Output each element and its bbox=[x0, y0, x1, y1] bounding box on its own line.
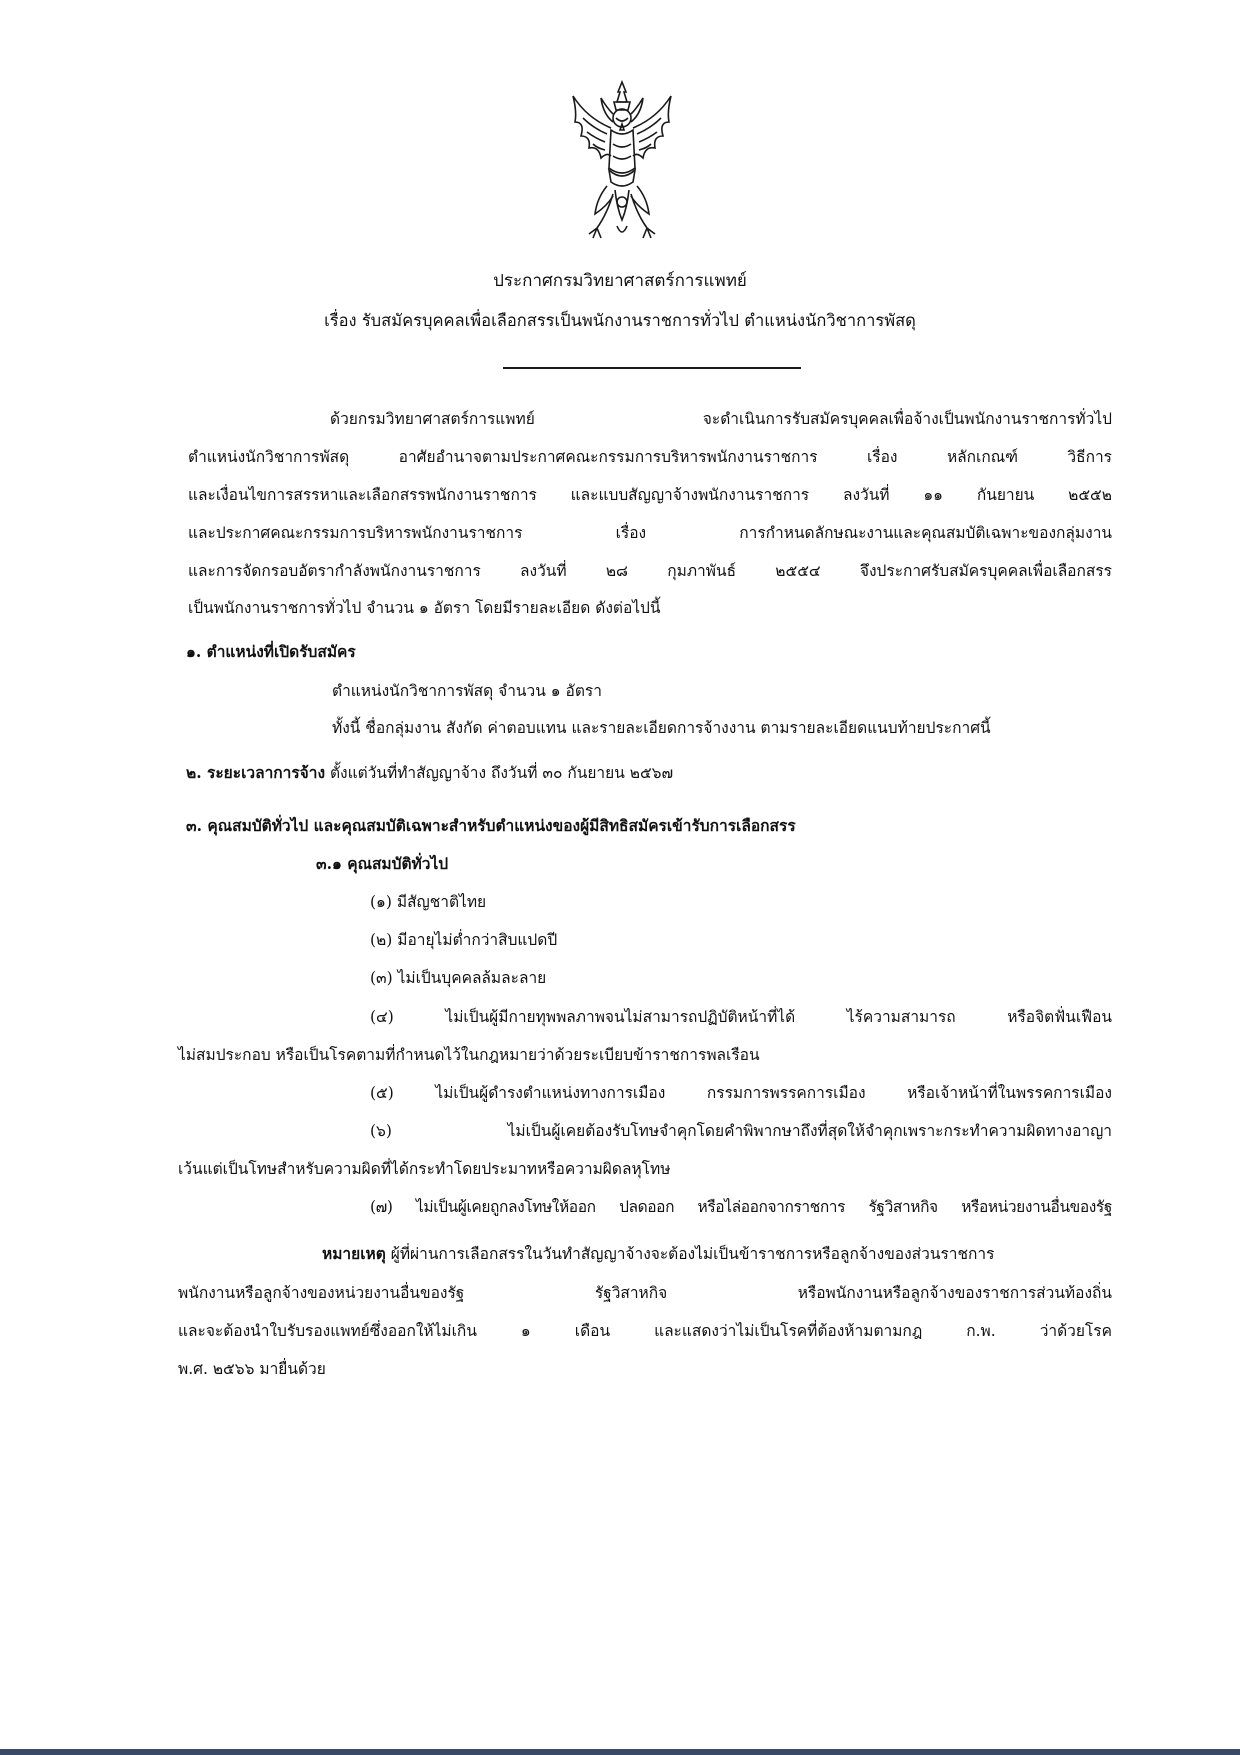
note-line-4: พ.ศ. ๒๕๖๖ มายื่นด้วย bbox=[178, 1360, 326, 1378]
intro-line-5: และการจัดกรอบอัตรากำลังพนักงานราชการ ลงวันที่ ๒๘ กุมภาพันธ์ ๒๕๕๔ จึงประกาศรับสมัครบุคคลเพื่อเลือกสรร bbox=[188, 562, 1112, 580]
section-2-text: ตั้งแต่วันที่ทำสัญญาจ้าง ถึงวันที่ ๓๐ กันยายน ๒๕๖๗ bbox=[329, 764, 674, 782]
qualification-item-4-line-1: (๔) ไม่เป็นผู้มีกายทุพพลภาพจนไม่สามารถปฏิบัติหน้าที่ได้ ไร้ความสามารถ หรือจิตฟั่นเฟือน bbox=[370, 1008, 1112, 1026]
intro-line-4: และประกาศคณะกรรมการบริหารพนักงานราชการ เรื่อง การกำหนดลักษณะงานและคุณสมบัติเฉพาะของกลุ่มงาน bbox=[188, 524, 1112, 542]
garuda-emblem-icon bbox=[567, 78, 677, 246]
qualification-item-7: (๗) ไม่เป็นผู้เคยถูกลงโทษให้ออก ปลดออก หรือไล่ออกจากราชการ รัฐวิสาหกิจ หรือหน่วยงานอื่นของรัฐ bbox=[370, 1198, 1112, 1216]
note-line-1-text: ผู้ที่ผ่านการเลือกสรรในวันทำสัญญาจ้างจะต้องไม่เป็นข้าราชการหรือลูกจ้างของส่วนราชการ bbox=[390, 1245, 995, 1263]
qualification-item-4-line-2: ไม่สมประกอบ หรือเป็นโรคตามที่กำหนดไว้ในกฎหมายว่าด้วยระเบียบข้าราชการพลเรือน bbox=[178, 1046, 760, 1064]
section-1-line-1: ตำแหน่งนักวิชาการพัสดุ จำนวน ๑ อัตรา bbox=[332, 682, 602, 700]
qualification-item-5: (๕) ไม่เป็นผู้ดำรงตำแหน่งทางการเมือง กรรมการพรรคการเมือง หรือเจ้าหน้าที่ในพรรคการเมือง bbox=[370, 1084, 1112, 1102]
intro-line-3: และเงื่อนไขการสรรหาและเลือกสรรพนักงานราชการ และแบบสัญญาจ้างพนักงานราชการ ลงวันที่ ๑๑ กันยายน ๒๕๕๒ bbox=[188, 486, 1112, 504]
note-label: หมายเหตุ bbox=[322, 1244, 386, 1263]
section-3-1-heading: ๓.๑ คุณสมบัติทั่วไป bbox=[316, 854, 449, 873]
header-divider bbox=[503, 367, 801, 369]
note-line-2: พนักงานหรือลูกจ้างของหน่วยงานอื่นของรัฐ รัฐวิสาหกิจ หรือพนักงานหรือลูกจ้างของราชการส่วนท้องถิ่น bbox=[178, 1284, 1112, 1302]
section-2 bbox=[186, 762, 673, 784]
announcement-subject: เรื่อง รับสมัครบุคคลเพื่อเลือกสรรเป็นพนักงานราชการทั่วไป ตำแหน่งนักวิชาการพัสดุ bbox=[324, 311, 916, 330]
section-2-heading: ๒. ระยะเวลาการจ้าง bbox=[186, 763, 326, 782]
intro-line-6: เป็นพนักงานราชการทั่วไป จำนวน ๑ อัตรา โดยมีรายละเอียด ดังต่อไปนี้ bbox=[188, 599, 661, 617]
note-line-1 bbox=[322, 1243, 1112, 1265]
qualification-item-2: (๒) มีอายุไม่ต่ำกว่าสิบแปดปี bbox=[370, 931, 558, 949]
qualification-item-6-line-2: เว้นแต่เป็นโทษสำหรับความผิดที่ได้กระทำโดยประมาทหรือความผิดลหุโทษ bbox=[178, 1160, 671, 1178]
note-line-3: และจะต้องนำใบรับรองแพทย์ซึ่งออกให้ไม่เกิน ๑ เดือน และแสดงว่าไม่เป็นโรคที่ต้องห้ามตามกฎ ก.พ. ว่าด้วยโรค bbox=[178, 1322, 1112, 1340]
section-3-heading: ๓. คุณสมบัติทั่วไป และคุณสมบัติเฉพาะสำหรับตำแหน่งของผู้มีสิทธิสมัครเข้ารับการเลือกสรร bbox=[186, 816, 796, 835]
announcement-title: ประกาศกรมวิทยาศาสตร์การแพทย์ bbox=[493, 271, 747, 291]
qualification-item-6-line-1: (๖) ไม่เป็นผู้เคยต้องรับโทษจำคุกโดยคำพิพากษาถึงที่สุดให้จำคุกเพราะกระทำความผิดทางอาญา bbox=[370, 1122, 1112, 1140]
section-1-line-2: ทั้งนี้ ชื่อกลุ่มงาน สังกัด ค่าตอบแทน และรายละเอียดการจ้างงาน ตามรายละเอียดแนบท้ายประกาศนี้ bbox=[332, 719, 991, 737]
qualification-item-1: (๑) มีสัญชาติไทย bbox=[370, 893, 487, 911]
section-1-heading: ๑. ตำแหน่งที่เปิดรับสมัคร bbox=[186, 642, 356, 661]
bottom-scan-band bbox=[0, 1749, 1240, 1755]
intro-line-2: ตำแหน่งนักวิชาการพัสดุ อาศัยอำนาจตามประกาศคณะกรรมการบริหารพนักงานราชการ เรื่อง หลักเกณฑ์ วิธีการ bbox=[188, 448, 1112, 466]
qualification-item-3: (๓) ไม่เป็นบุคคลล้มละลาย bbox=[370, 969, 547, 987]
intro-line-1: ด้วยกรมวิทยาศาสตร์การแพทย์ จะดำเนินการรับสมัครบุคคลเพื่อจ้างเป็นพนักงานราชการทั่วไป bbox=[330, 410, 1112, 428]
